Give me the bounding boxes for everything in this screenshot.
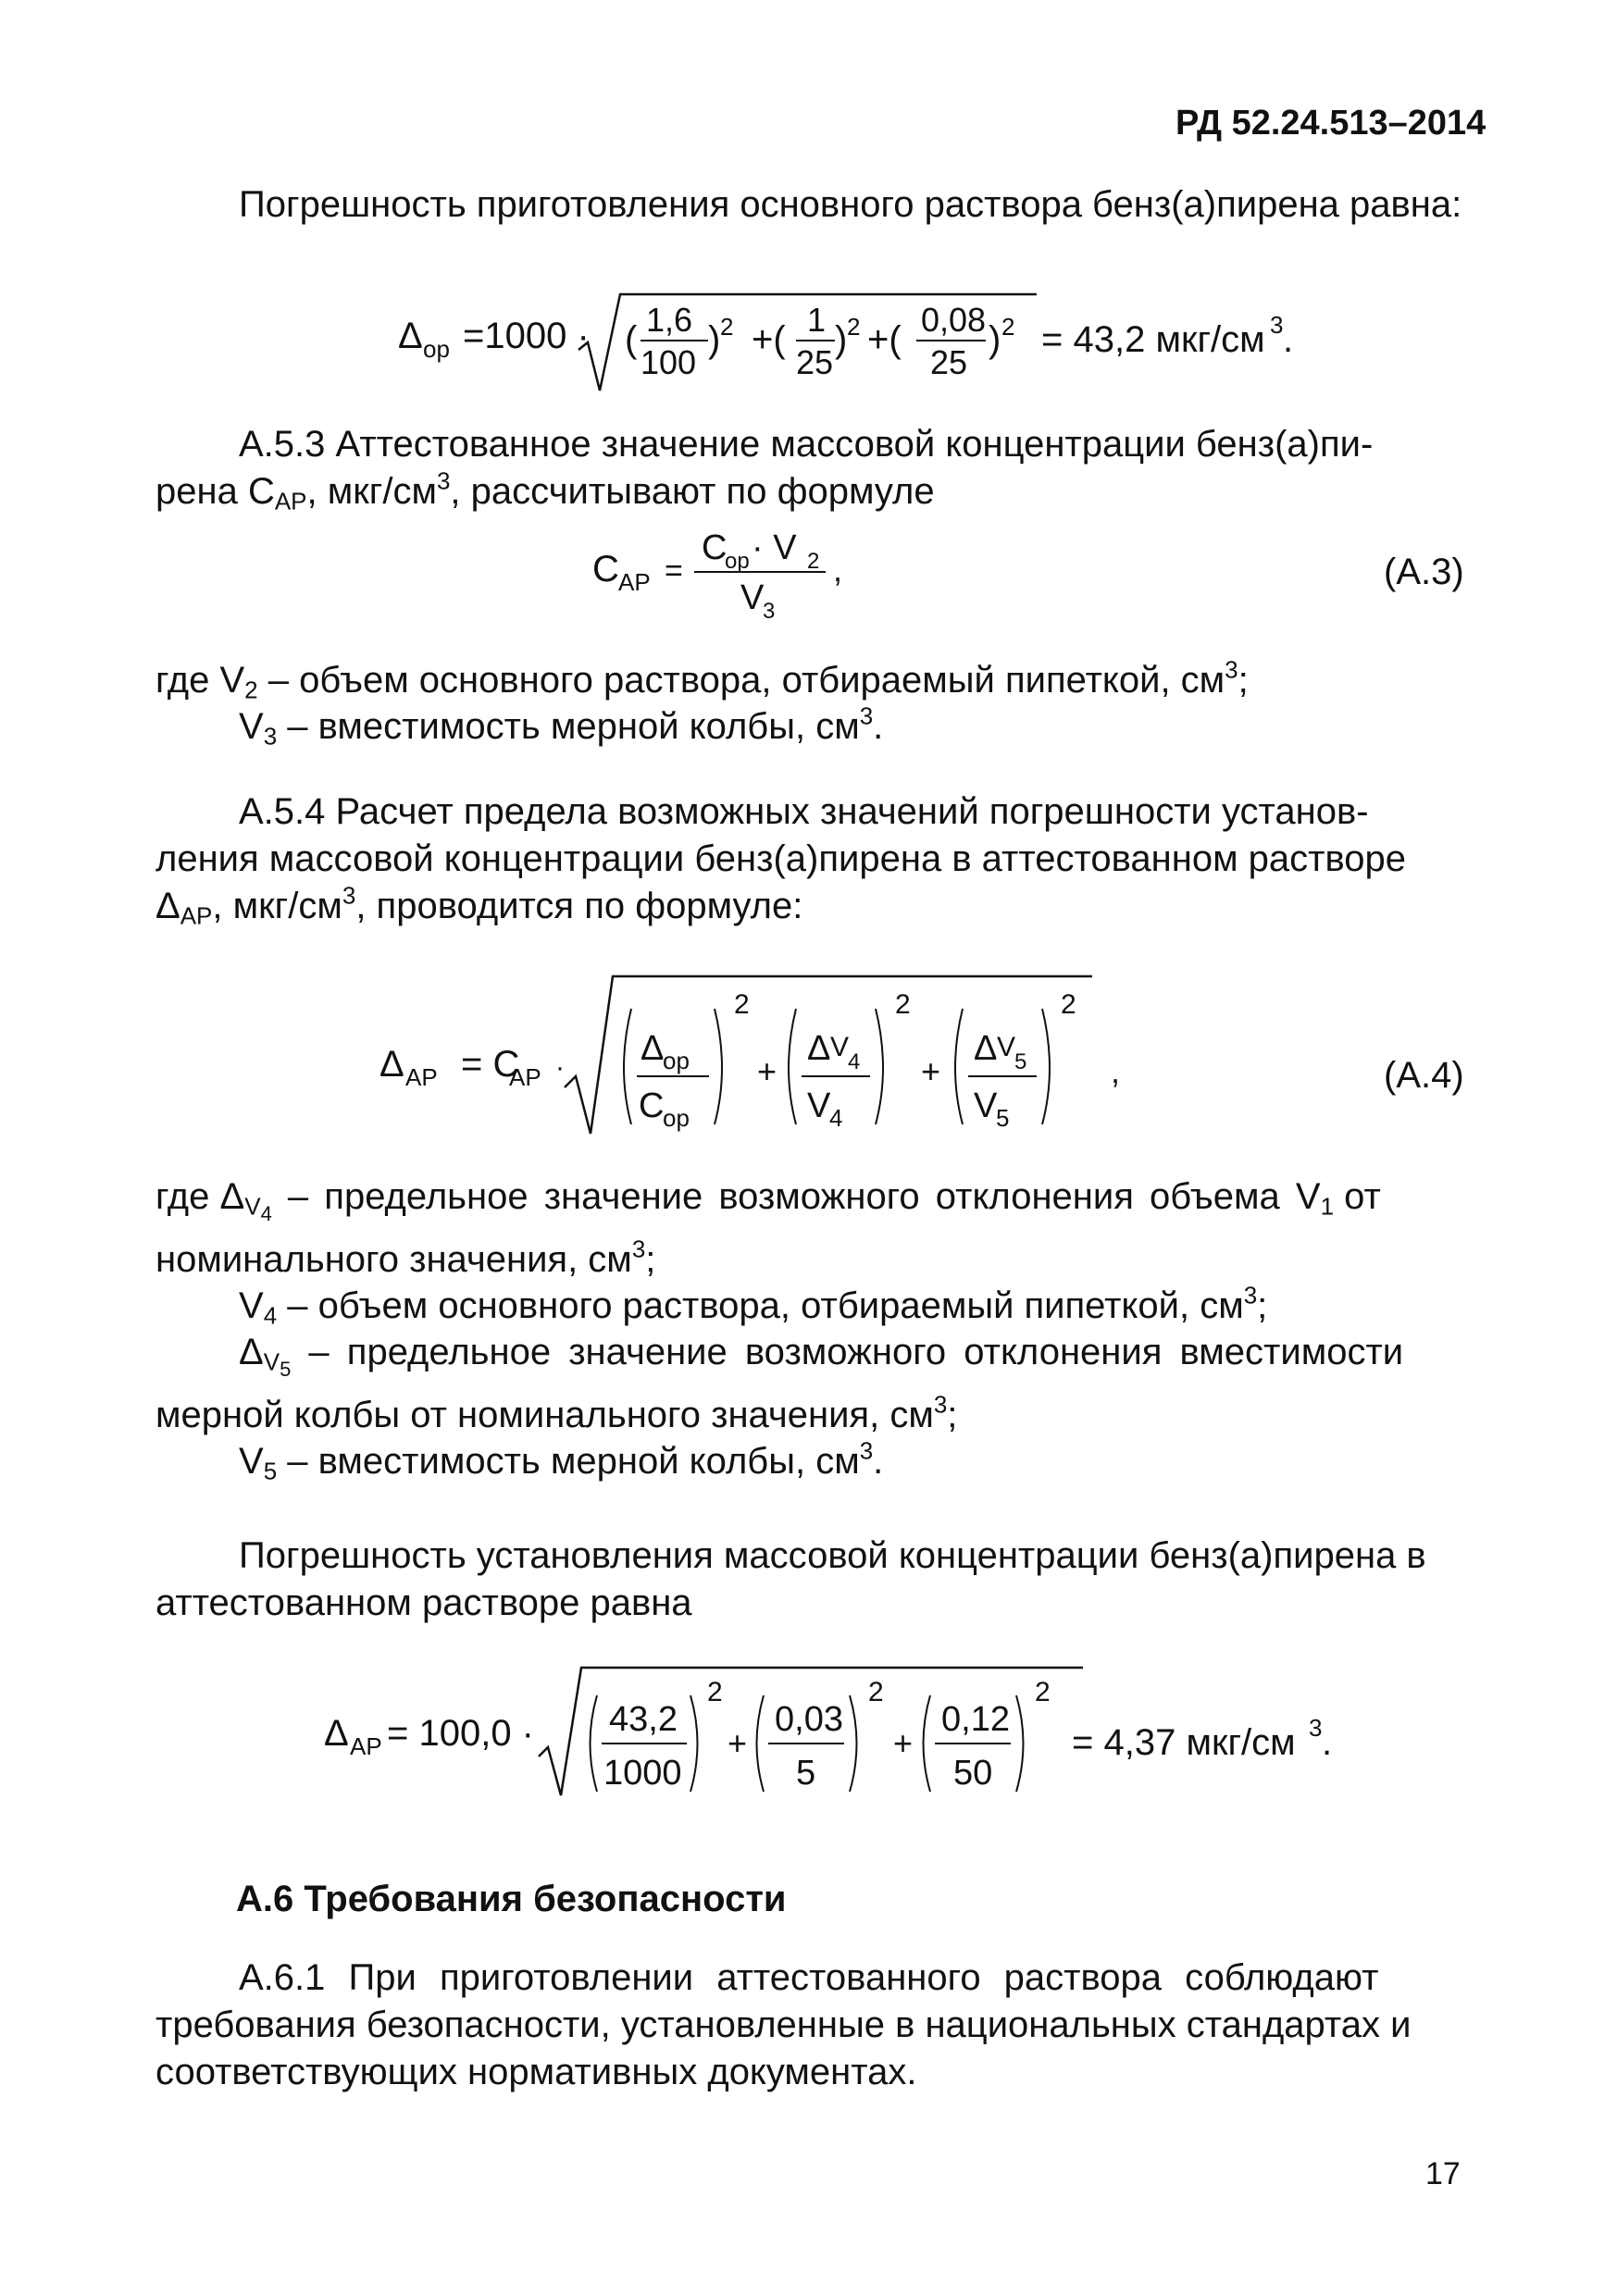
svg-text:+(: +( bbox=[867, 319, 902, 360]
svg-text:2: 2 bbox=[807, 549, 820, 574]
svg-text:АР: АР bbox=[405, 1063, 438, 1091]
frac2-den: 25 bbox=[796, 343, 834, 381]
svg-text:5: 5 bbox=[1014, 1049, 1027, 1074]
svg-text:2: 2 bbox=[1061, 989, 1076, 1020]
svg-text:2: 2 bbox=[895, 989, 911, 1020]
svg-text:= С: = С bbox=[461, 1044, 520, 1085]
svg-text:,: , bbox=[1111, 1052, 1121, 1090]
where-a3-v3: $V_3$ – вместимость мерной колбы, $см^3$. bbox=[239, 701, 884, 751]
formula-delta-op bbox=[389, 278, 1314, 398]
svg-text:50: 50 bbox=[953, 1754, 993, 1793]
paragraph-error-result: Погрешность установления массовой концентрации бенз(а)пирена в аттестованном растворе равна bbox=[155, 1535, 1426, 1623]
svg-text:.: . bbox=[1322, 1722, 1333, 1763]
svg-text:+: + bbox=[757, 1052, 777, 1090]
svg-text:С: С bbox=[592, 549, 619, 590]
where-a4-nominal: номинального значения, $см^3$; bbox=[155, 1235, 656, 1280]
section-heading: А.6 Требования безопасности bbox=[236, 1879, 787, 1919]
svg-text:): ) bbox=[708, 319, 721, 360]
svg-text:.: . bbox=[1283, 319, 1294, 360]
formula-lhs: Δ bbox=[398, 316, 423, 356]
svg-text:+: + bbox=[728, 1724, 748, 1762]
svg-text:ор: ор bbox=[663, 1047, 690, 1074]
svg-text:0,12: 0,12 bbox=[941, 1700, 1010, 1739]
svg-text:Δ: Δ bbox=[379, 1044, 404, 1085]
svg-text:Δ: Δ bbox=[807, 1029, 831, 1068]
svg-text:АР: АР bbox=[509, 1063, 541, 1091]
svg-text:2: 2 bbox=[734, 989, 750, 1020]
frac2-num: 1 bbox=[807, 301, 827, 339]
svg-text:V: V bbox=[830, 1032, 850, 1062]
frac1-num: 1,6 bbox=[646, 301, 693, 339]
frac1-den: 100 bbox=[641, 343, 697, 381]
paragraph-a53: А.5.3 Аттестованное значение массовой концентрации бенз(а)пи- рена $С_{АР}$, мкг/$см^3$, рассчитывают по формуле bbox=[155, 424, 1374, 515]
formula-a3 bbox=[555, 518, 926, 629]
frac3-num: 0,08 bbox=[921, 301, 987, 339]
svg-text:2: 2 bbox=[1001, 313, 1015, 341]
formula1-result: = 43,2 мкг/см bbox=[1041, 319, 1265, 360]
svg-text:АР: АР bbox=[350, 1732, 382, 1760]
where-a4-delta-v5: $\Delta_{V5}$ – предельное значение возможного отклонения вместимости bbox=[239, 1332, 1404, 1382]
equation-number-a3: (А.3) bbox=[1384, 552, 1464, 592]
formula-lhs-sub: ор bbox=[423, 335, 450, 363]
svg-text:2: 2 bbox=[868, 1677, 884, 1707]
where-a4-v4: $V_4$ – объем основного раствора, отбираемый пипеткой, $см^3$; bbox=[239, 1281, 1268, 1330]
svg-text:С: С bbox=[639, 1086, 665, 1125]
svg-text:·: · bbox=[555, 1052, 565, 1083]
svg-text:): ) bbox=[835, 319, 848, 360]
page-number: 17 bbox=[1425, 2156, 1461, 2191]
svg-text:2: 2 bbox=[1035, 1677, 1051, 1707]
svg-text:V: V bbox=[740, 578, 765, 617]
where-a3-v2: где $V_2$ – объем основного раствора, отбираемый пипеткой, $см^3$; bbox=[155, 655, 1249, 704]
svg-text:ор: ор bbox=[725, 549, 750, 574]
svg-text:Δ: Δ bbox=[324, 1713, 349, 1754]
svg-text:=: = bbox=[665, 553, 683, 589]
svg-text:): ) bbox=[989, 319, 1001, 360]
svg-text:V: V bbox=[997, 1032, 1016, 1062]
svg-text:+(: +( bbox=[752, 319, 786, 360]
svg-text:3: 3 bbox=[763, 599, 776, 624]
svg-text:= 100,0 ·: = 100,0 · bbox=[387, 1713, 535, 1754]
svg-text:2: 2 bbox=[720, 313, 734, 341]
paragraph-intro-error: Погрешность приготовления основного раствора бенз(а)пирена равна: bbox=[239, 184, 1462, 225]
formula-a4 bbox=[370, 967, 1157, 1143]
paragraph-a54: А.5.4 Расчет предела возможных значений погрешности установ- ления массовой концентрации бенз(а)пирена в аттестованном растворе $\Delta_{АР}$, мкг/$см^3$, проводится по формуле: bbox=[155, 791, 1407, 930]
formula-delta-ar-result bbox=[315, 1658, 1379, 1797]
svg-text:+: + bbox=[893, 1724, 914, 1762]
frac3-den: 25 bbox=[930, 343, 968, 381]
svg-text:1000: 1000 bbox=[603, 1754, 682, 1793]
svg-text:Δ: Δ bbox=[641, 1029, 665, 1068]
svg-text:3: 3 bbox=[1309, 1714, 1323, 1742]
svg-text:4: 4 bbox=[848, 1049, 861, 1074]
svg-text:,: , bbox=[833, 551, 843, 589]
where-a4-delta-v4: где $\Delta_{V4}$ – предельное значение возможного отклонения объема $V_1$ от bbox=[155, 1176, 1381, 1226]
svg-text:АР: АР bbox=[618, 568, 651, 596]
svg-text:4: 4 bbox=[829, 1104, 843, 1132]
svg-text:ор: ор bbox=[663, 1104, 690, 1132]
svg-text:С: С bbox=[702, 528, 728, 567]
svg-text:= 4,37 мкг/см: = 4,37 мкг/см bbox=[1072, 1722, 1296, 1763]
svg-text:5: 5 bbox=[796, 1754, 816, 1793]
svg-text:V: V bbox=[974, 1086, 998, 1125]
svg-text:0,03: 0,03 bbox=[775, 1700, 843, 1739]
formula-coef: =1000 · bbox=[463, 316, 590, 356]
svg-text:(: ( bbox=[625, 319, 638, 360]
svg-text:5: 5 bbox=[996, 1104, 1010, 1132]
where-a4-flask: мерной колбы от номинального значения, $см^3$; bbox=[155, 1390, 958, 1435]
equation-number-a4: (А.4) bbox=[1384, 1055, 1464, 1096]
document-number: РД 52.24.513–2014 bbox=[1175, 104, 1486, 143]
paragraph-a61: А.6.1 При приготовлении аттестованного раствора соблюдают требования безопасности, установленные в национальных стандартах и соответствующих нормативных документах. bbox=[155, 1957, 1412, 2092]
svg-text:2: 2 bbox=[847, 313, 861, 341]
where-a4-v5: $V_5$ – вместимость мерной колбы, $см^3$. bbox=[239, 1436, 884, 1485]
svg-text:Δ: Δ bbox=[974, 1029, 998, 1068]
svg-text:+: + bbox=[921, 1052, 941, 1090]
svg-text:43,2: 43,2 bbox=[609, 1700, 678, 1739]
svg-text:· V: · V bbox=[752, 528, 797, 567]
svg-text:V: V bbox=[807, 1086, 831, 1125]
svg-text:3: 3 bbox=[1270, 311, 1284, 339]
svg-text:2: 2 bbox=[707, 1677, 723, 1707]
